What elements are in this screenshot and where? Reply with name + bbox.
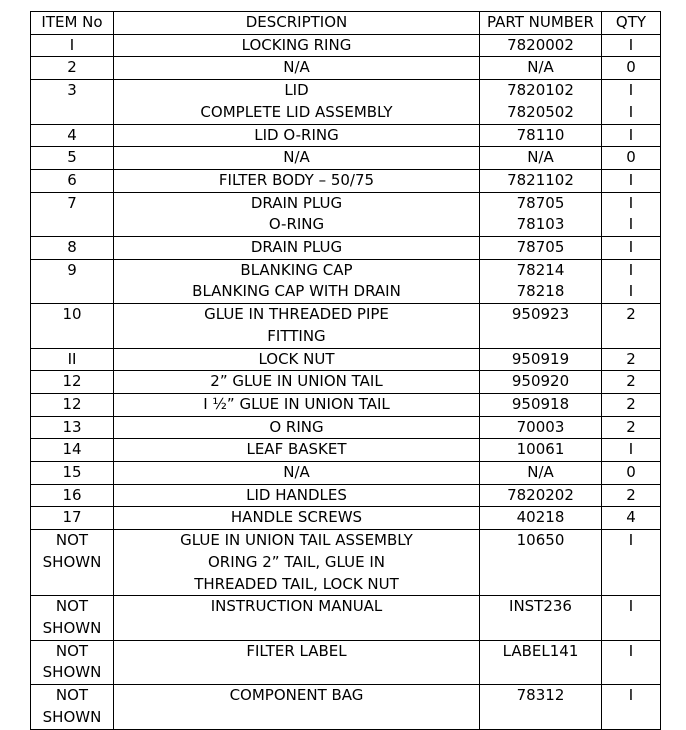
table-row [31, 124, 661, 147]
table-row [31, 57, 661, 80]
part-number-cell-text: 10061 [516, 440, 565, 459]
qty-cell-text: I [628, 125, 634, 144]
description-cell [114, 439, 480, 462]
table-row [31, 530, 661, 596]
description-cell [114, 530, 480, 596]
qty-cell-text: I [628, 102, 634, 121]
item-no-cell-text: SHOWN [42, 552, 102, 571]
part-number-cell-text: 70003 [516, 417, 565, 436]
part-number-cell-text: N/A [527, 463, 554, 482]
description-cell-text: LID HANDLES [246, 485, 347, 504]
description-cell [114, 259, 480, 303]
description-cell [114, 393, 480, 416]
part-number-cell [480, 530, 602, 596]
qty-cell [602, 439, 661, 462]
part-number-cell-text: 950918 [511, 394, 570, 413]
table-row [31, 507, 661, 530]
description-cell [114, 34, 480, 57]
qty-cell-text: 0 [626, 463, 636, 482]
part-number-cell [480, 259, 602, 303]
part-number-cell-text: 7820502 [507, 102, 574, 121]
description-cell-text: LID O-RING [254, 125, 339, 144]
item-no-cell [31, 416, 114, 439]
table-row [31, 484, 661, 507]
qty-cell-text: 2 [626, 394, 636, 413]
part-number-cell [480, 462, 602, 485]
qty-cell-text: I [628, 170, 634, 189]
item-no-cell [31, 685, 114, 729]
description-cell-text: ORING 2” TAIL, GLUE IN [207, 552, 386, 571]
description-cell-text: 2” GLUE IN UNION TAIL [210, 372, 383, 391]
part-number-cell-text: 78218 [516, 282, 565, 301]
part-number-cell-text: 78705 [516, 238, 565, 257]
qty-cell-text: I [628, 597, 634, 616]
part-number-cell [480, 416, 602, 439]
description-cell [114, 462, 480, 485]
part-number-cell [480, 237, 602, 260]
table-row [31, 34, 661, 57]
item-no-cell [31, 484, 114, 507]
qty-cell [602, 640, 661, 684]
item-no-cell [31, 259, 114, 303]
part-number-cell [480, 596, 602, 640]
description-cell [114, 147, 480, 170]
item-no-cell-text: NOT [55, 531, 89, 550]
qty-cell [602, 507, 661, 530]
item-no-cell-text: 4 [67, 125, 77, 144]
item-no-cell-text: 13 [62, 417, 82, 436]
description-cell-text: COMPONENT BAG [229, 686, 364, 705]
item-no-cell-text: 12 [62, 394, 82, 413]
item-no-cell [31, 462, 114, 485]
qty-cell-text: I [628, 440, 634, 459]
qty-cell-text: I [628, 238, 634, 257]
part-number-cell-text: N/A [527, 58, 554, 77]
qty-cell-text: 0 [626, 148, 636, 167]
item-no-cell-text: II [67, 349, 77, 368]
item-no-cell-text: 17 [62, 508, 82, 527]
part-number-cell-text: N/A [527, 148, 554, 167]
description-cell [114, 348, 480, 371]
qty-cell [602, 596, 661, 640]
description-cell-text: O-RING [268, 215, 325, 234]
part-number-cell-text: 78312 [516, 686, 565, 705]
description-cell [114, 507, 480, 530]
table-row [31, 348, 661, 371]
description-cell [114, 80, 480, 124]
description-cell-text: LOCK NUT [258, 349, 335, 368]
item-no-cell [31, 192, 114, 236]
description-cell-text: GLUE IN THREADED PIPE [204, 305, 389, 324]
part-number-cell-text: 78103 [516, 215, 565, 234]
part-number-cell [480, 147, 602, 170]
description-cell-text: DRAIN PLUG [250, 193, 343, 212]
part-number-cell-text: 78705 [516, 193, 565, 212]
description-cell [114, 124, 480, 147]
qty-cell-text: I [628, 35, 634, 54]
qty-cell-text: 2 [626, 417, 636, 436]
qty-cell [602, 416, 661, 439]
header-description: DESCRIPTION [114, 12, 480, 35]
part-number-cell [480, 439, 602, 462]
qty-cell [602, 147, 661, 170]
item-no-cell-text: 8 [67, 238, 77, 257]
item-no-cell [31, 348, 114, 371]
part-number-cell [480, 304, 602, 348]
parts-table-header [31, 12, 661, 35]
qty-cell [602, 80, 661, 124]
description-cell-text: LID [284, 81, 309, 100]
description-cell [114, 304, 480, 348]
description-cell-text: HANDLE SCREWS [230, 508, 363, 527]
item-no-cell [31, 530, 114, 596]
qty-cell-text: 0 [626, 58, 636, 77]
description-cell-text: BLANKING CAP [240, 260, 353, 279]
part-number-cell [480, 169, 602, 192]
item-no-cell [31, 507, 114, 530]
part-number-cell [480, 685, 602, 729]
table-row [31, 416, 661, 439]
part-number-cell-text: 7820102 [507, 81, 574, 100]
item-no-cell-text: NOT [55, 641, 89, 660]
description-cell-text: N/A [283, 463, 310, 482]
qty-cell-text: I [628, 686, 634, 705]
description-cell-text: DRAIN PLUG [250, 238, 343, 257]
item-no-cell-text: 14 [62, 440, 82, 459]
table-row [31, 80, 661, 124]
description-cell-text: I ½” GLUE IN UNION TAIL [203, 394, 390, 413]
item-no-cell [31, 304, 114, 348]
part-number-cell-text: 7820202 [507, 485, 574, 504]
description-cell [114, 57, 480, 80]
description-cell-text: N/A [283, 148, 310, 167]
description-cell-text: LEAF BASKET [246, 440, 347, 459]
description-cell-text: LOCKING RING [241, 35, 352, 54]
header-item-no: ITEM No [31, 12, 114, 35]
table-row [31, 371, 661, 394]
table-row [31, 439, 661, 462]
item-no-cell [31, 147, 114, 170]
item-no-cell-text: 5 [67, 148, 77, 167]
item-no-cell [31, 34, 114, 57]
item-no-cell [31, 439, 114, 462]
item-no-cell [31, 596, 114, 640]
description-cell [114, 371, 480, 394]
part-number-cell-text: 78214 [516, 260, 565, 279]
qty-cell-text: 2 [626, 485, 636, 504]
qty-cell-text: 4 [626, 508, 636, 527]
part-number-cell-text: 40218 [516, 508, 565, 527]
item-no-cell-text: NOT [55, 597, 89, 616]
header-qty: QTY [602, 12, 661, 35]
qty-cell [602, 530, 661, 596]
qty-cell [602, 192, 661, 236]
qty-cell [602, 237, 661, 260]
table-row [31, 304, 661, 348]
item-no-cell-text: 2 [67, 58, 77, 77]
item-no-cell-text: 7 [67, 193, 77, 212]
part-number-cell-text: 7820002 [507, 35, 574, 54]
part-number-cell-text: 950919 [511, 349, 570, 368]
part-number-cell-text: LABEL141 [502, 641, 579, 660]
part-number-cell-text: 78110 [516, 125, 565, 144]
table-row [31, 259, 661, 303]
header-part-number: PART NUMBER [480, 12, 602, 35]
description-cell-text: N/A [283, 58, 310, 77]
item-no-cell-text: SHOWN [42, 707, 102, 726]
qty-cell [602, 304, 661, 348]
table-row [31, 169, 661, 192]
table-row [31, 685, 661, 729]
parts-table-body [31, 34, 661, 729]
item-no-cell [31, 80, 114, 124]
part-number-cell [480, 124, 602, 147]
item-no-cell-text: 10 [62, 305, 82, 324]
qty-cell-text: I [628, 282, 634, 301]
description-cell-text: FILTER BODY – 50/75 [218, 170, 375, 189]
description-cell [114, 237, 480, 260]
description-cell-text: GLUE IN UNION TAIL ASSEMBLY [180, 531, 413, 550]
qty-cell [602, 259, 661, 303]
table-row [31, 192, 661, 236]
part-number-cell [480, 507, 602, 530]
qty-cell [602, 484, 661, 507]
qty-cell-text: 2 [626, 349, 636, 368]
table-row [31, 393, 661, 416]
description-cell [114, 685, 480, 729]
item-no-cell-text: 6 [67, 170, 77, 189]
part-number-cell [480, 34, 602, 57]
table-row [31, 462, 661, 485]
qty-cell [602, 169, 661, 192]
item-no-cell [31, 393, 114, 416]
qty-cell [602, 393, 661, 416]
table-row [31, 640, 661, 684]
part-number-cell-text: 950920 [511, 372, 570, 391]
item-no-cell [31, 169, 114, 192]
item-no-cell [31, 640, 114, 684]
item-no-cell [31, 57, 114, 80]
description-cell-text: BLANKING CAP WITH DRAIN [192, 282, 401, 301]
item-no-cell-text: NOT [55, 686, 89, 705]
qty-cell [602, 685, 661, 729]
item-no-cell-text: 12 [62, 372, 82, 391]
part-number-cell-text: 950923 [511, 305, 570, 324]
part-number-cell [480, 393, 602, 416]
part-number-cell [480, 484, 602, 507]
description-cell [114, 416, 480, 439]
part-number-cell [480, 640, 602, 684]
description-cell [114, 169, 480, 192]
description-cell-text: O RING [269, 417, 324, 436]
qty-cell [602, 57, 661, 80]
description-cell [114, 596, 480, 640]
part-number-cell [480, 371, 602, 394]
qty-cell-text: I [628, 641, 634, 660]
item-no-cell-text: SHOWN [42, 663, 102, 682]
item-no-cell-text: 15 [62, 463, 82, 482]
description-cell-text: INSTRUCTION MANUAL [210, 597, 383, 616]
table-row [31, 147, 661, 170]
qty-cell [602, 124, 661, 147]
item-no-cell-text: 3 [67, 81, 77, 100]
qty-cell-text: 2 [626, 305, 636, 324]
part-number-cell [480, 192, 602, 236]
description-cell [114, 192, 480, 236]
description-cell-text: COMPLETE LID ASSEMBLY [200, 102, 393, 121]
qty-cell-text: 2 [626, 372, 636, 391]
item-no-cell [31, 124, 114, 147]
qty-cell-text: I [628, 260, 634, 279]
description-cell-text: FITTING [267, 326, 326, 345]
item-no-cell [31, 237, 114, 260]
table-row [31, 237, 661, 260]
part-number-cell-text: 10650 [516, 531, 565, 550]
qty-cell-text: I [628, 531, 634, 550]
part-number-cell [480, 57, 602, 80]
description-cell-text: FILTER LABEL [246, 641, 347, 660]
item-no-cell-text: 16 [62, 485, 82, 504]
parts-table [30, 11, 661, 730]
description-cell [114, 484, 480, 507]
item-no-cell [31, 371, 114, 394]
part-number-cell-text: 7821102 [507, 170, 574, 189]
part-number-cell-text: INST236 [509, 597, 572, 616]
part-number-cell [480, 80, 602, 124]
description-cell-text: THREADED TAIL, LOCK NUT [194, 574, 399, 593]
header-row [31, 12, 661, 35]
item-no-cell-text: SHOWN [42, 618, 102, 637]
item-no-cell-text: I [69, 35, 75, 54]
description-cell [114, 640, 480, 684]
qty-cell-text: I [628, 81, 634, 100]
table-row [31, 596, 661, 640]
qty-cell [602, 34, 661, 57]
qty-cell-text: I [628, 215, 634, 234]
part-number-cell [480, 348, 602, 371]
qty-cell [602, 462, 661, 485]
item-no-cell-text: 9 [67, 260, 77, 279]
qty-cell-text: I [628, 193, 634, 212]
qty-cell [602, 371, 661, 394]
qty-cell [602, 348, 661, 371]
